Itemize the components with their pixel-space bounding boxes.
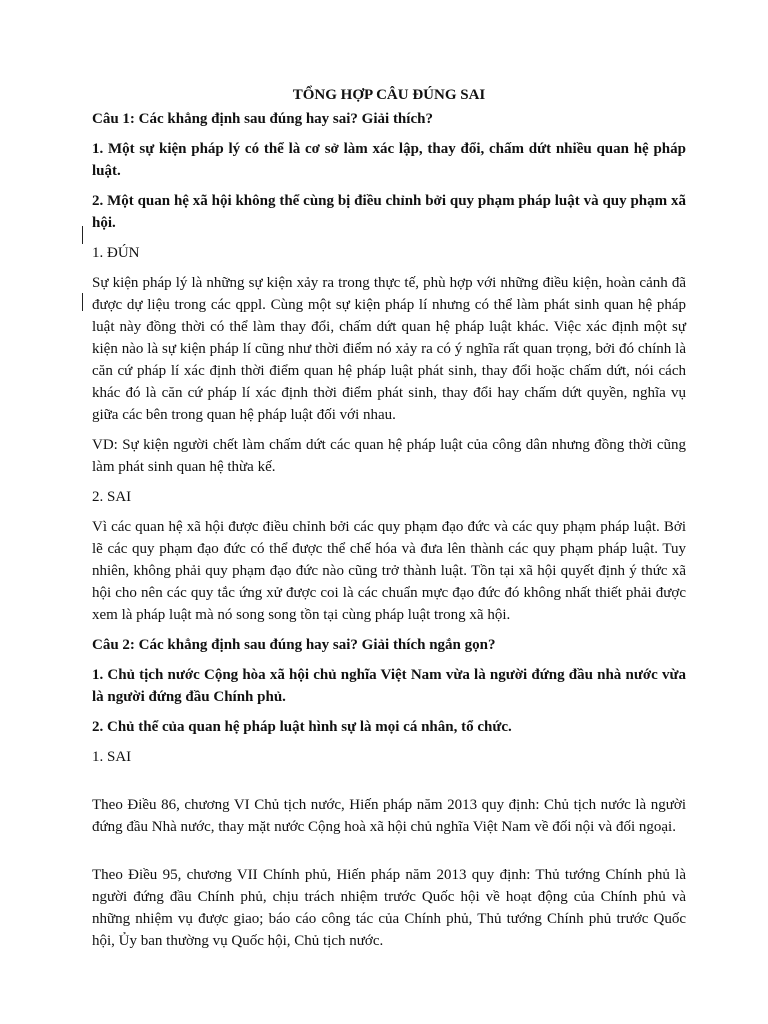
document-title: TỔNG HỢP CÂU ĐÚNG SAI <box>292 87 486 103</box>
question-1-statement-1: 1. Một sự kiện pháp lý có thể là cơ sở làm xác lập, thay đổi, chấm dứt nhiều quan hệ pháp luật. <box>92 141 686 179</box>
question-2-statement-1: 1. Chủ tịch nước Cộng hòa xã hội chủ nghĩa Việt Nam vừa là người đứng đầu nhà nước vừa là người đứng đầu Chính phủ. <box>92 667 686 705</box>
answer-1-example: VD: Sự kiện người chết làm chấm dứt các quan hệ pháp luật của công dân nhưng đồng thời cũng làm phát sinh quan hệ thừa kế. <box>92 437 686 475</box>
answer-2-1-paragraph-2: Theo Điều 95, chương VII Chính phủ, Hiến pháp năm 2013 quy định: Thủ tướng Chính phủ là người đứng đầu Chính phủ, chịu trách nhiệm trước Quốc hội về hoạt động của Chính phủ và những nhiệm vụ được giao; báo cáo công tác của Chính phủ, Thủ tướng Chính phủ trước Quốc hội, Ủy ban thường vụ Quốc hội, Chủ tịch nước. <box>92 867 686 949</box>
answer-2-heading: 2. SAI <box>92 489 132 505</box>
answer-2-1-heading: 1. SAI <box>92 749 132 765</box>
text-cursor <box>82 226 83 244</box>
answer-2-paragraph: Vì các quan hệ xã hội được điều chỉnh bởi các quy phạm đạo đức và các quy phạm pháp luật. Bởi lẽ các quy phạm đạo đức có thể được thể chế hóa và đưa lên thành các quy phạm pháp luật. Tuy nhiên, không phải quy phạm đạo đức nào cũng trở thành luật. Tồn tại xã hội quyết định ý thức xã hội cho nên các quy tắc ứng xử được coi là các chuẩn mực đạo đức đó không nhất thiết phải được xem là pháp luật mà nó song song tồn tại cùng pháp luật trong xã hội. <box>92 519 686 623</box>
answer-1-heading: 1. ĐÚN <box>92 245 140 261</box>
question-2: Câu 2: Các khẳng định sau đúng hay sai? Giải thích ngắn gọn? <box>92 637 496 653</box>
question-2-statement-2: 2. Chủ thể của quan hệ pháp luật hình sự là mọi cá nhân, tổ chức. <box>92 719 512 735</box>
question-1-statement-2: 2. Một quan hệ xã hội không thể cùng bị điều chỉnh bởi quy phạm pháp luật và quy phạm xã hội. <box>92 193 686 231</box>
text-cursor <box>82 293 83 311</box>
question-1: Câu 1: Các khẳng định sau đúng hay sai? Giải thích? <box>92 111 433 127</box>
answer-1-paragraph: Sự kiện pháp lý là những sự kiện xảy ra trong thực tế, phù hợp với những điều kiện, hoàn cảnh đã được dự liệu trong các qppl. Cùng một sự kiện pháp lí nhưng có thể làm phát sinh quan hệ pháp luật này đồng thời có thể làm thay đổi, chấm dứt quan hệ pháp luật khác. Việc xác định một sự kiện nào là sự kiện pháp lí cũng như thời điểm nó xảy ra có ý nghĩa rất quan trọng, bởi đó chính là căn cứ pháp lí xác định thời điểm quan hệ pháp luật phát sinh, thay đổi hoặc chấm dứt, nói cách khác đó là căn cứ pháp lí xác định thời điểm phát sinh, thay đổi hay chấm dứt quyền, nghĩa vụ giữa các bên trong quan hệ pháp luật đối với nhau. <box>92 275 686 423</box>
answer-2-1-paragraph-1: Theo Điều 86, chương VI Chủ tịch nước, Hiến pháp năm 2013 quy định: Chủ tịch nước là người đứng đầu Nhà nước, thay mặt nước Cộng hoà xã hội chủ nghĩa Việt Nam về đối nội và đối ngoại. <box>92 797 686 835</box>
